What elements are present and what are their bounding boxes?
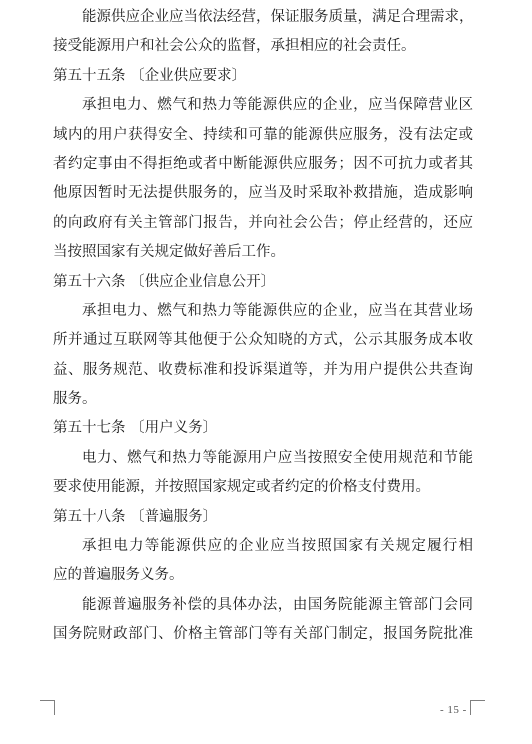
article-heading: 第五十八条 〔普遍服务〕 bbox=[53, 508, 218, 525]
paragraph-line: 接受能源用户和社会公众的监督，承担相应的社会责任。 bbox=[53, 38, 416, 55]
crop-mark-right bbox=[470, 700, 485, 715]
paragraph-line: 电力、燃气和热力等能源用户应当按照安全使用规范和节能 bbox=[82, 449, 473, 466]
paragraph-line: 者约定事由不得拒绝或者中断能源供应服务；因不可抗力或者其 bbox=[53, 155, 473, 172]
paragraph-line: 所并通过互联网等其他便于公众知晓的方式，公示其服务成本收 bbox=[53, 332, 473, 349]
paragraph-line: 应的普遍服务义务。 bbox=[53, 567, 184, 584]
crop-mark-left bbox=[40, 700, 55, 715]
paragraph-line: 承担电力等能源供应的企业应当按照国家有关规定履行相 bbox=[82, 538, 473, 555]
paragraph-line: 能源普遍服务补偿的具体办法，由国务院能源主管部门会同 bbox=[82, 596, 473, 613]
paragraph-line: 益、服务规范、收费标准和投诉渠道等，并为用户提供公共查询 bbox=[53, 361, 473, 378]
article-heading: 第五十七条 〔用户义务〕 bbox=[53, 420, 218, 437]
paragraph-line: 当按照国家有关规定做好善后工作。 bbox=[53, 244, 285, 261]
paragraph-line: 能源供应企业应当依法经营，保证服务质量，满足合理需求， bbox=[82, 9, 473, 25]
document-body bbox=[53, 3, 473, 650]
paragraph-line: 他原因暂时无法提供服务的，应当及时采取补救措施，造成影响 bbox=[53, 185, 473, 202]
paragraph-line: 服务。 bbox=[53, 391, 97, 408]
article-heading: 第五十五条 〔企业供应要求〕 bbox=[53, 67, 247, 84]
paragraph-line: 承担电力、燃气和热力等能源供应的企业，应当保障营业区 bbox=[82, 97, 473, 114]
page-number: - 15 - bbox=[440, 704, 467, 716]
paragraph-line: 国务院财政部门、价格主管部门等有关部门制定，报国务院批准 bbox=[53, 626, 473, 643]
article-heading: 第五十六条 〔供应企业信息公开〕 bbox=[53, 273, 276, 290]
paragraph-line: 要求使用能源，并按照国家规定或者约定的价格支付费用。 bbox=[53, 479, 430, 496]
paragraph-line: 的向政府有关主管部门报告，并向社会公告；停止经营的，还应 bbox=[53, 214, 473, 231]
paragraph-line: 域内的用户获得安全、持续和可靠的能源供应服务，没有法定或 bbox=[53, 126, 473, 143]
paragraph-line: 承担电力、燃气和热力等能源供应的企业，应当在其营业场 bbox=[82, 302, 473, 319]
